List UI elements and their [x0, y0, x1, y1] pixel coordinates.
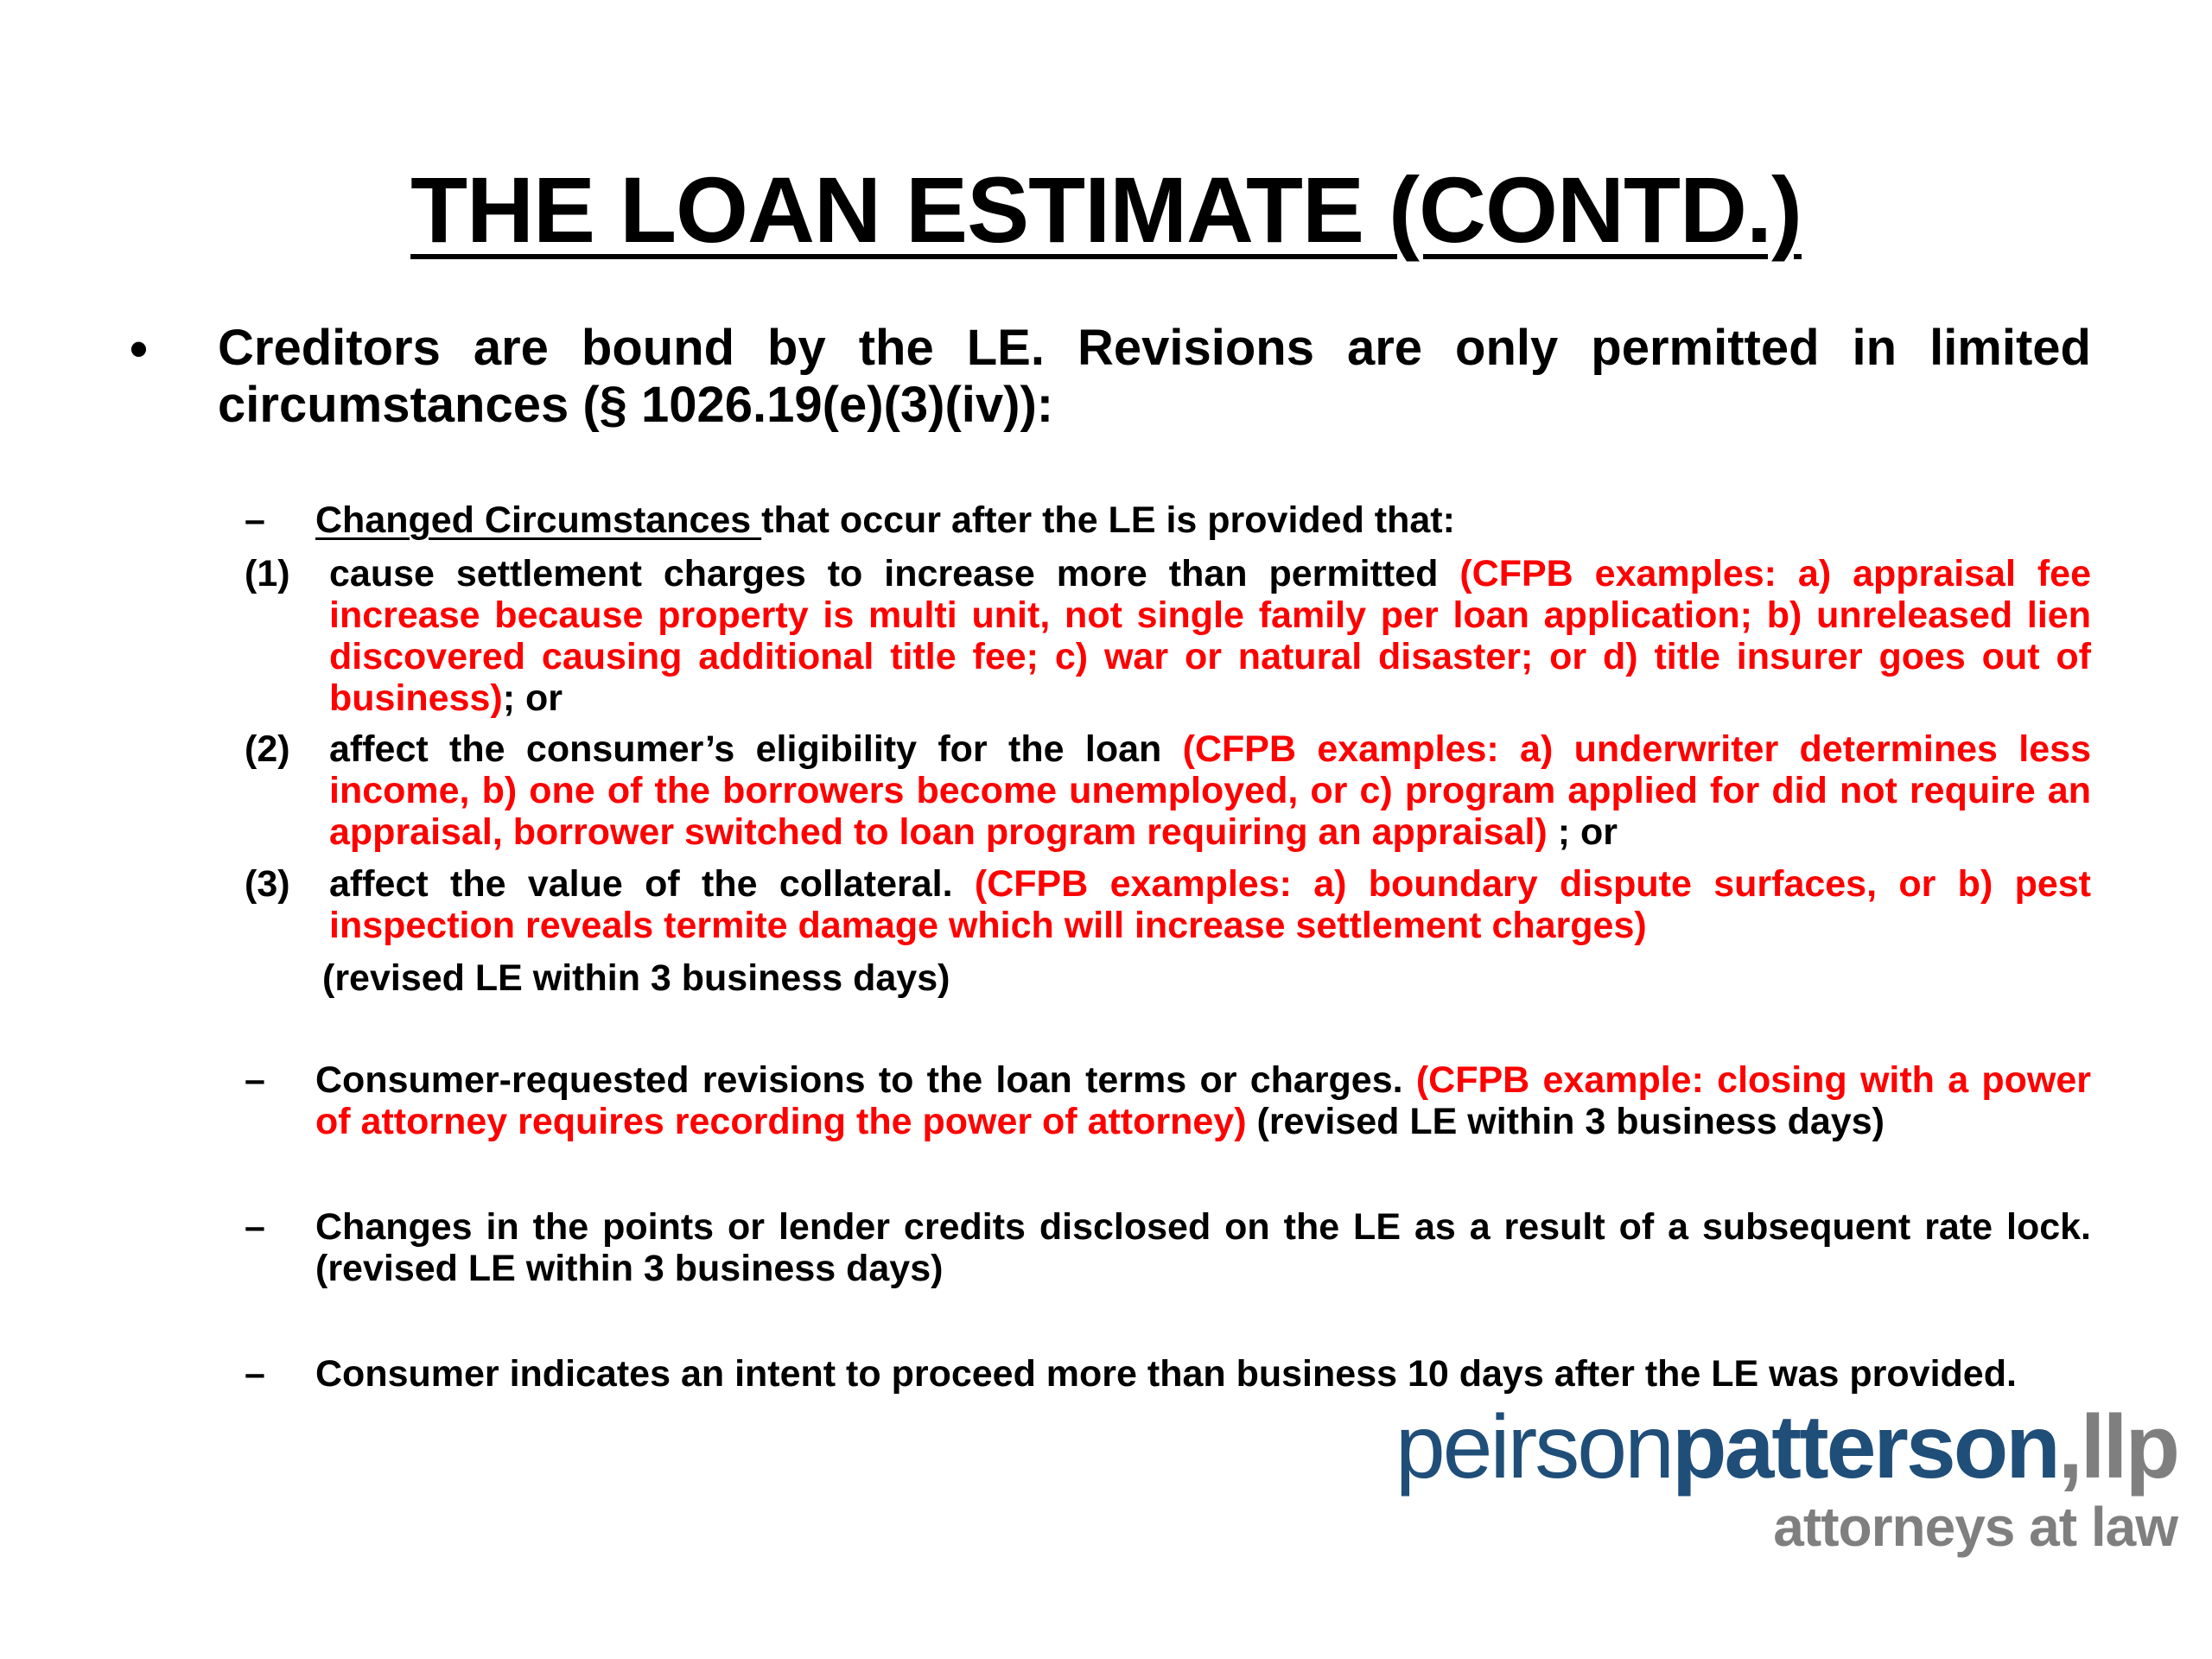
bullet-marker: •	[130, 320, 149, 378]
logo-part-bold: patterson	[1671, 1397, 2058, 1497]
cfpb-example-red: (CFPB examples: a) underwriter determines less income, b) one of the borrowers become unemployed, or c) program applied for did not require an appraisal, borrower switched to loan program requiring an appraisal)	[329, 728, 2091, 853]
rate-lock-text: Changes in the points or lender credits disclosed on the LE as a result of a subsequent rate lock. (revised LE within 3 business days)	[315, 1206, 2091, 1289]
item-text-black: affect the value of the collateral.	[329, 863, 975, 905]
item-number: (1)	[245, 553, 290, 594]
cfpb-example-red: (CFPB examples: a) boundary dispute surfaces, or b) pest inspection reveals termite damage which will increase settlement charges)	[329, 863, 2091, 946]
cfpb-example-red: (CFPB examples: a) appraisal fee increase because property is multi unit, not single family per loan application; b) unreleased lien discovered causing additional title fee; c) war or natural disaster; or d) title insurer goes out of business)	[329, 553, 2092, 719]
consumer-requested-text	[315, 1059, 2091, 1142]
item-number: (2)	[245, 728, 290, 770]
item-number: (3)	[245, 863, 290, 905]
item-tail: ; or	[502, 677, 563, 719]
dash-marker: –	[245, 499, 265, 541]
item-text-black: cause settlement charges to increase more than permitted	[329, 553, 1460, 594]
dash-marker: –	[245, 1206, 265, 1248]
main-bullet-text: Creditors are bound by the LE. Revisions are only permitted in limited circumstances (§ 1026.19(e)(3)(iv)):	[218, 320, 2091, 433]
item-text	[329, 553, 2091, 719]
slide-title-text: THE LOAN ESTIMATE (CONTD.)	[410, 157, 1802, 262]
item-text-black: affect the consumer’s eligibility for the loan	[329, 728, 1183, 770]
slide-title	[0, 154, 2212, 266]
logo-part-light: peirson	[1395, 1397, 1672, 1497]
dash-marker: –	[245, 1059, 265, 1101]
logo-part-llp: ,llp	[2057, 1397, 2177, 1497]
firm-logo	[1374, 1397, 2177, 1558]
consumer-requested-tail: (revised LE within 3 business days)	[1246, 1101, 1885, 1142]
changed-circumstances-text: that occur after the LE is provided that:	[761, 499, 1455, 541]
consumer-requested-black: Consumer-requested revisions to the loan terms or charges.	[315, 1059, 1416, 1101]
revised-le-note: (revised LE within 3 business days)	[322, 957, 950, 999]
changed-circumstances-label: Changed Circumstances	[315, 499, 762, 541]
changed-circumstances-line	[315, 499, 2091, 541]
intent-to-proceed-text: Consumer indicates an intent to proceed more than business 10 days after the LE was provided.	[315, 1353, 2017, 1395]
logo-tagline: attorneys at law	[1773, 1496, 2177, 1558]
item-text	[329, 863, 2091, 946]
cfpb-example-red: (CFPB example: closing with a power of attorney requires recording the power of attorney)	[315, 1059, 2092, 1142]
item-tail: ; or	[1547, 811, 1618, 853]
logo-wordmark	[1395, 1397, 2177, 1497]
item-text	[329, 728, 2091, 853]
dash-marker: –	[245, 1353, 265, 1395]
